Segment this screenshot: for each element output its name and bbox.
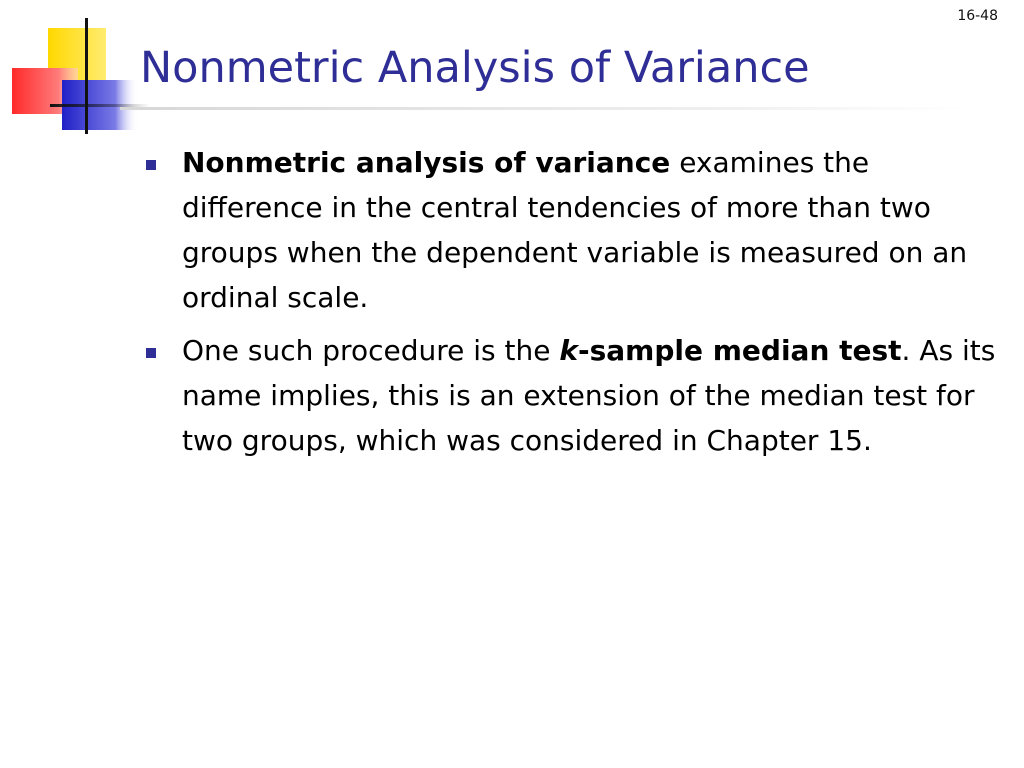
bullet-text: examines the difference in the central tendencies of more than two groups when the dependent variable is measured on an ordinal scale.: [182, 146, 968, 314]
bullet-text: . As its name implies, this is an extension of the median test for two groups, which was considered in Chapter 15.: [182, 334, 996, 457]
square-bullet-icon: [146, 348, 156, 358]
slide-title: Nonmetric Analysis of Variance: [140, 43, 810, 93]
bullet-term: -sample median test: [578, 334, 902, 367]
square-bullet-icon: [146, 160, 156, 170]
slide-number: 16-48: [957, 8, 998, 24]
bullet-term-italic: k: [559, 334, 578, 367]
logo-vertical-line: [85, 18, 88, 134]
decorative-logo: [0, 0, 150, 145]
bullet-lead: One such procedure is the: [182, 334, 560, 367]
bullet-term: Nonmetric analysis of variance: [182, 146, 671, 179]
bullet-item: [140, 328, 1000, 463]
title-divider: [120, 107, 970, 110]
bullet-item: [140, 140, 1000, 320]
bullet-list: [140, 140, 1000, 471]
